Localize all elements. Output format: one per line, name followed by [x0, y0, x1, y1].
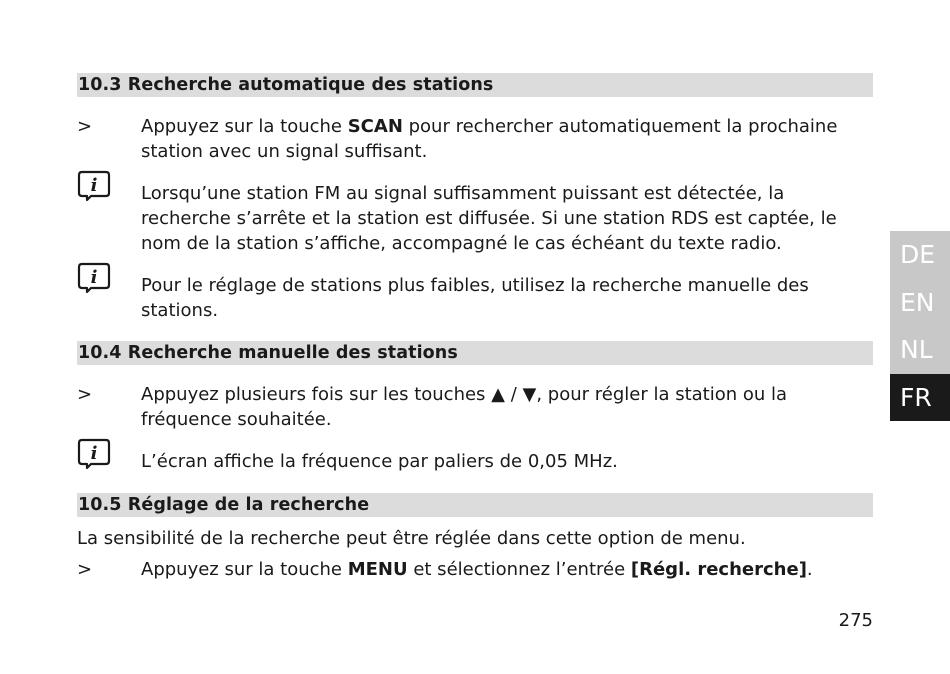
- step-marker: >: [77, 559, 93, 580]
- step-manual-tune: [77, 382, 873, 432]
- key-menu: MENU: [347, 559, 408, 580]
- info-icon: [77, 262, 111, 294]
- key-scan: SCAN: [347, 116, 403, 137]
- step-text-pre: Appuyez sur la touche: [141, 116, 348, 137]
- language-tabs: [890, 231, 950, 421]
- step-text-pre: Appuyez sur la touche: [141, 559, 348, 580]
- svg-text:i: i: [90, 443, 98, 464]
- step-marker: >: [77, 116, 93, 137]
- step-text: Appuyez plusieurs fois sur les touches ▲ / ▼, pour régler la station ou la fréquence souhaitée.: [141, 384, 788, 430]
- lang-tab-nl[interactable]: NL: [890, 326, 950, 374]
- intro-paragraph: La sensibilité de la recherche peut être réglée dans cette option de menu.: [77, 528, 746, 549]
- svg-text:i: i: [90, 175, 98, 196]
- step-menu: [77, 557, 873, 582]
- note-text: L’écran affiche la fréquence par paliers de 0,05 MHz.: [141, 451, 618, 472]
- step-text-mid: et sélectionnez l’entrée: [407, 559, 631, 580]
- step-scan: [77, 114, 873, 164]
- lang-tab-de[interactable]: DE: [890, 231, 950, 279]
- note-fm-detected: [77, 175, 873, 256]
- info-icon: [77, 438, 111, 470]
- lang-tab-en[interactable]: EN: [890, 279, 950, 327]
- info-icon: [77, 170, 111, 202]
- note-text: Pour le réglage de stations plus faibles, utilisez la recherche manuelle des stations.: [141, 275, 809, 321]
- step-marker: >: [77, 384, 93, 405]
- svg-text:i: i: [90, 267, 98, 288]
- note-weak-stations: [77, 267, 873, 323]
- menu-entry: [Régl. recherche]: [630, 559, 807, 580]
- manual-page-content: [77, 73, 873, 582]
- lang-tab-fr[interactable]: FR: [890, 374, 950, 422]
- section-heading-10-4: 10.4 Recherche manuelle des stations: [77, 341, 873, 365]
- page-number: 275: [838, 610, 873, 631]
- note-frequency-steps: [77, 443, 873, 474]
- step-text-post: pour rechercher automatiquement la prochaine station avec un signal suffisant.: [141, 116, 838, 162]
- step-text-post: .: [806, 559, 813, 580]
- section-heading-10-5: 10.5 Réglage de la recherche: [77, 493, 873, 517]
- note-text: Lorsqu’une station FM au signal suffisamment puissant est détectée, la recherche s’arrête et la station est diffusée. Si une station RDS est captée, le nom de la station s’affiche, accompagné le cas échéant du texte radio.: [141, 183, 837, 254]
- section-heading-10-3: 10.3 Recherche automatique des stations: [77, 73, 873, 97]
